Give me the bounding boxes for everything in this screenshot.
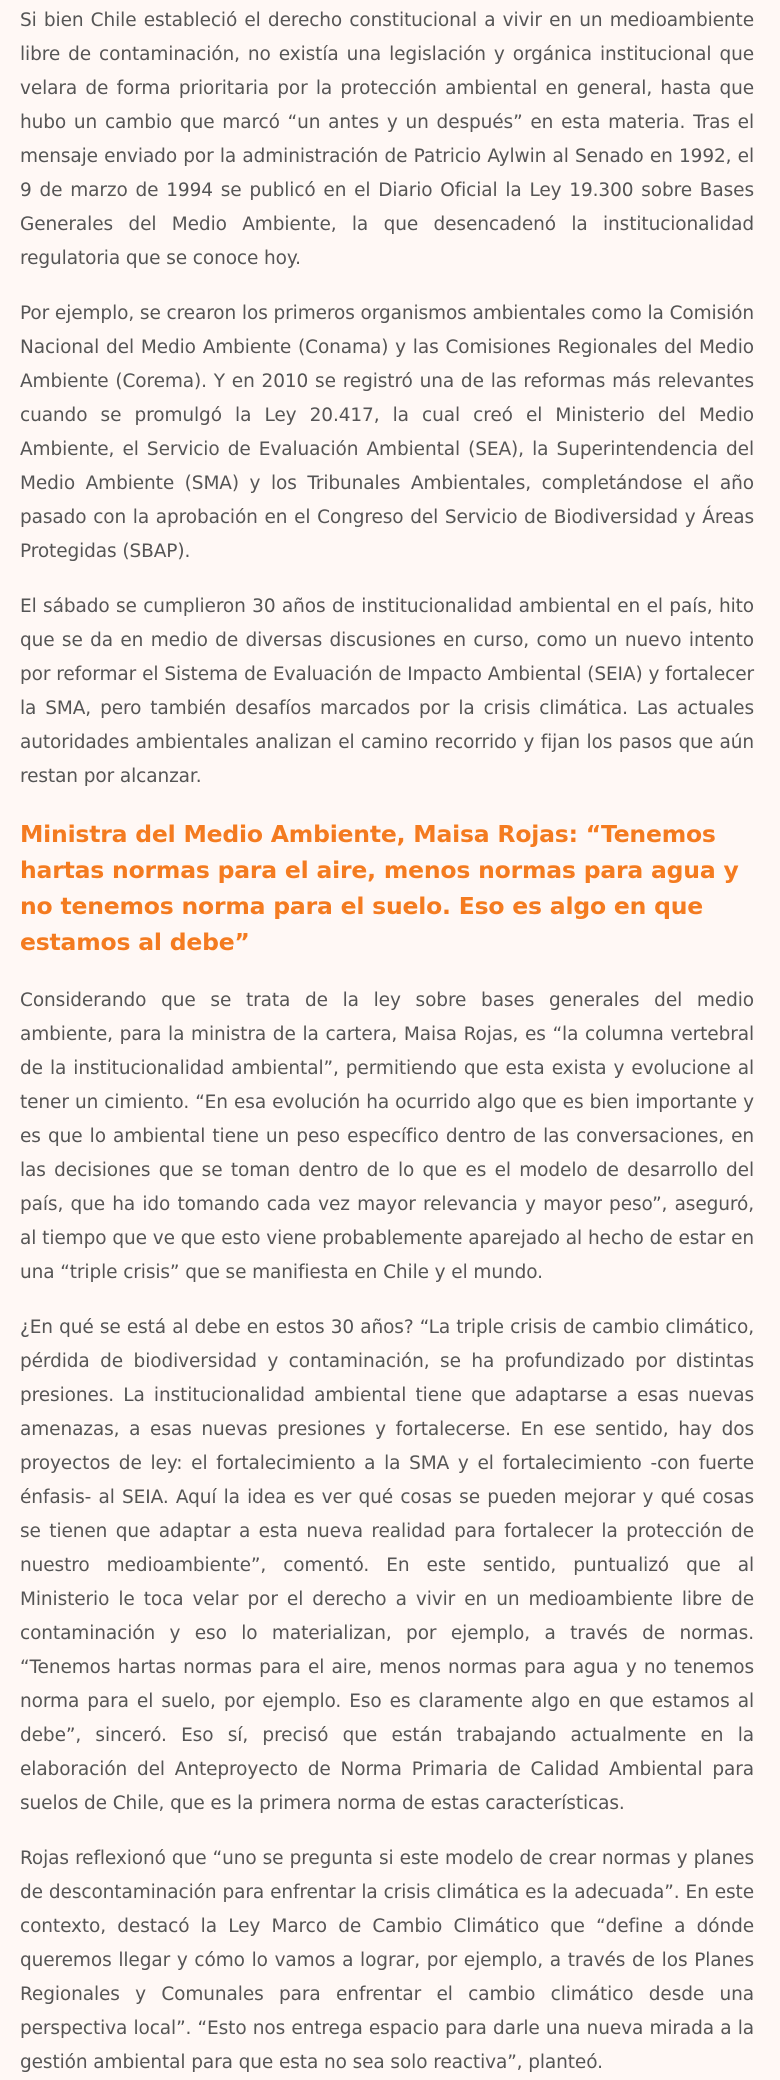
- article-paragraph-4: Considerando que se trata de la ley sobre bases generales del medio ambiente, para la ministra de la cartera, Maisa Rojas, es “la columna vertebral de la institucionalidad ambiental”, permitiendo que esta exista y evolucione al tener un cimiento. “En esa evolución ha ocurrido algo que es bien importante y es que lo ambiental tiene un peso específico dentro de las conversaciones, en las decisiones que se toman dentro de lo que es el modelo de desarrollo del país, que ha ido tomando cada vez mayor relevancia y mayor peso”, aseguró, al tiempo que ve que esto viene probablemente aparejado al hecho de estar en una “triple crisis” que se manifiesta en Chile y el mundo.: [20, 990, 754, 1283]
- article-paragraph-2: Por ejemplo, se crearon los primeros organismos ambientales como la Comisión Nacional del Medio Ambiente (Conama) y las Comisiones Regionales del Medio Ambiente (Corema). Y en 2010 se registró una de las reformas más relevantes cuando se promulgó la Ley 20.417, la cual creó el Ministerio del Medio Ambiente, el Servicio de Evaluación Ambiental (SEA), la Superintendencia del Medio Ambiente (SMA) y los Tribunales Ambientales, completándose el año pasado con la aprobación en el Congreso del Servicio de Biodiversidad y Áreas Protegidas (SBAP).: [20, 303, 754, 562]
- article-paragraph-1: Si bien Chile estableció el derecho constitucional a vivir en un medioambiente libre de contaminación, no existía una legislación y orgánica institucional que velara de forma prioritaria por la protección ambiental en general, hasta que hubo un cambio que marcó “un antes y un después” en esta materia. Tras el mensaje enviado por la administración de Patricio Aylwin al Senado en 1992, el 9 de marzo de 1994 se publicó en el Diario Oficial la Ley 19.300 sobre Bases Generales del Medio Ambiente, la que desencadenó la institucionalidad regulatoria que se conoce hoy.: [20, 10, 754, 269]
- article-paragraph-6: Rojas reflexionó que “uno se pregunta si este modelo de crear normas y planes de descontaminación para enfrentar la crisis climática es la adecuada”. En este contexto, destacó la Ley Marco de Cambio Climático que “define a dónde queremos llegar y cómo lo vamos a lograr, por ejemplo, a través de los Planes Regionales y Comunales para enfrentar el cambio climático desde una perspectiva local”. “Esto nos entrega espacio para darle una nueva mirada a la gestión ambiental para que esta no sea solo reactiva”, planteó.: [20, 1848, 754, 2073]
- article-paragraph-5: ¿En qué se está al debe en estos 30 años? “La triple crisis de cambio climático, pérdida de biodiversidad y contaminación, se ha profundizado por distintas presiones. La institucionalidad ambiental tiene que adaptarse a esas nuevas amenazas, a esas nuevas presiones y fortalecerse. En ese sentido, hay dos proyectos de ley: el fortalecimiento a la SMA y el fortalecimiento -con fuerte énfasis- al SEIA. Aquí la idea es ver qué cosas se pueden mejorar y qué cosas se tienen que adaptar a esta nueva realidad para fortalecer la protección de nuestro medioambiente”, comentó. En este sentido, puntualizó que al Ministerio le toca velar por el derecho a vivir en un medioambiente libre de contaminación y eso lo materializan, por ejemplo, a través de normas. “Tenemos hartas normas para el aire, menos normas para agua y no tenemos norma para el suelo, por ejemplo. Eso es claramente algo en que estamos al debe”, sinceró. Eso sí, precisó que están trabajando actualmente en la elaboración del Anteproyecto de Norma Primaria de Calidad Ambiental para suelos de Chile, que es la primera norma de estas características.: [20, 1317, 754, 1814]
- article-paragraph-3: El sábado se cumplieron 30 años de institucionalidad ambiental en el país, hito que se da en medio de diversas discusiones en curso, como un nuevo intento por reformar el Sistema de Evaluación de Impacto Ambiental (SEIA) y fortalecer la SMA, pero también desafíos marcados por la crisis climática. Las actuales autoridades ambientales analizan el camino recorrido y fijan los pasos que aún restan por alcanzar.: [20, 596, 754, 787]
- section-heading: Ministra del Medio Ambiente, Maisa Rojas: “Tenemos hartas normas para el aire, menos normas para agua y no tenemos norma para el suelo. Eso es algo en que estamos al debe”: [20, 820, 739, 956]
